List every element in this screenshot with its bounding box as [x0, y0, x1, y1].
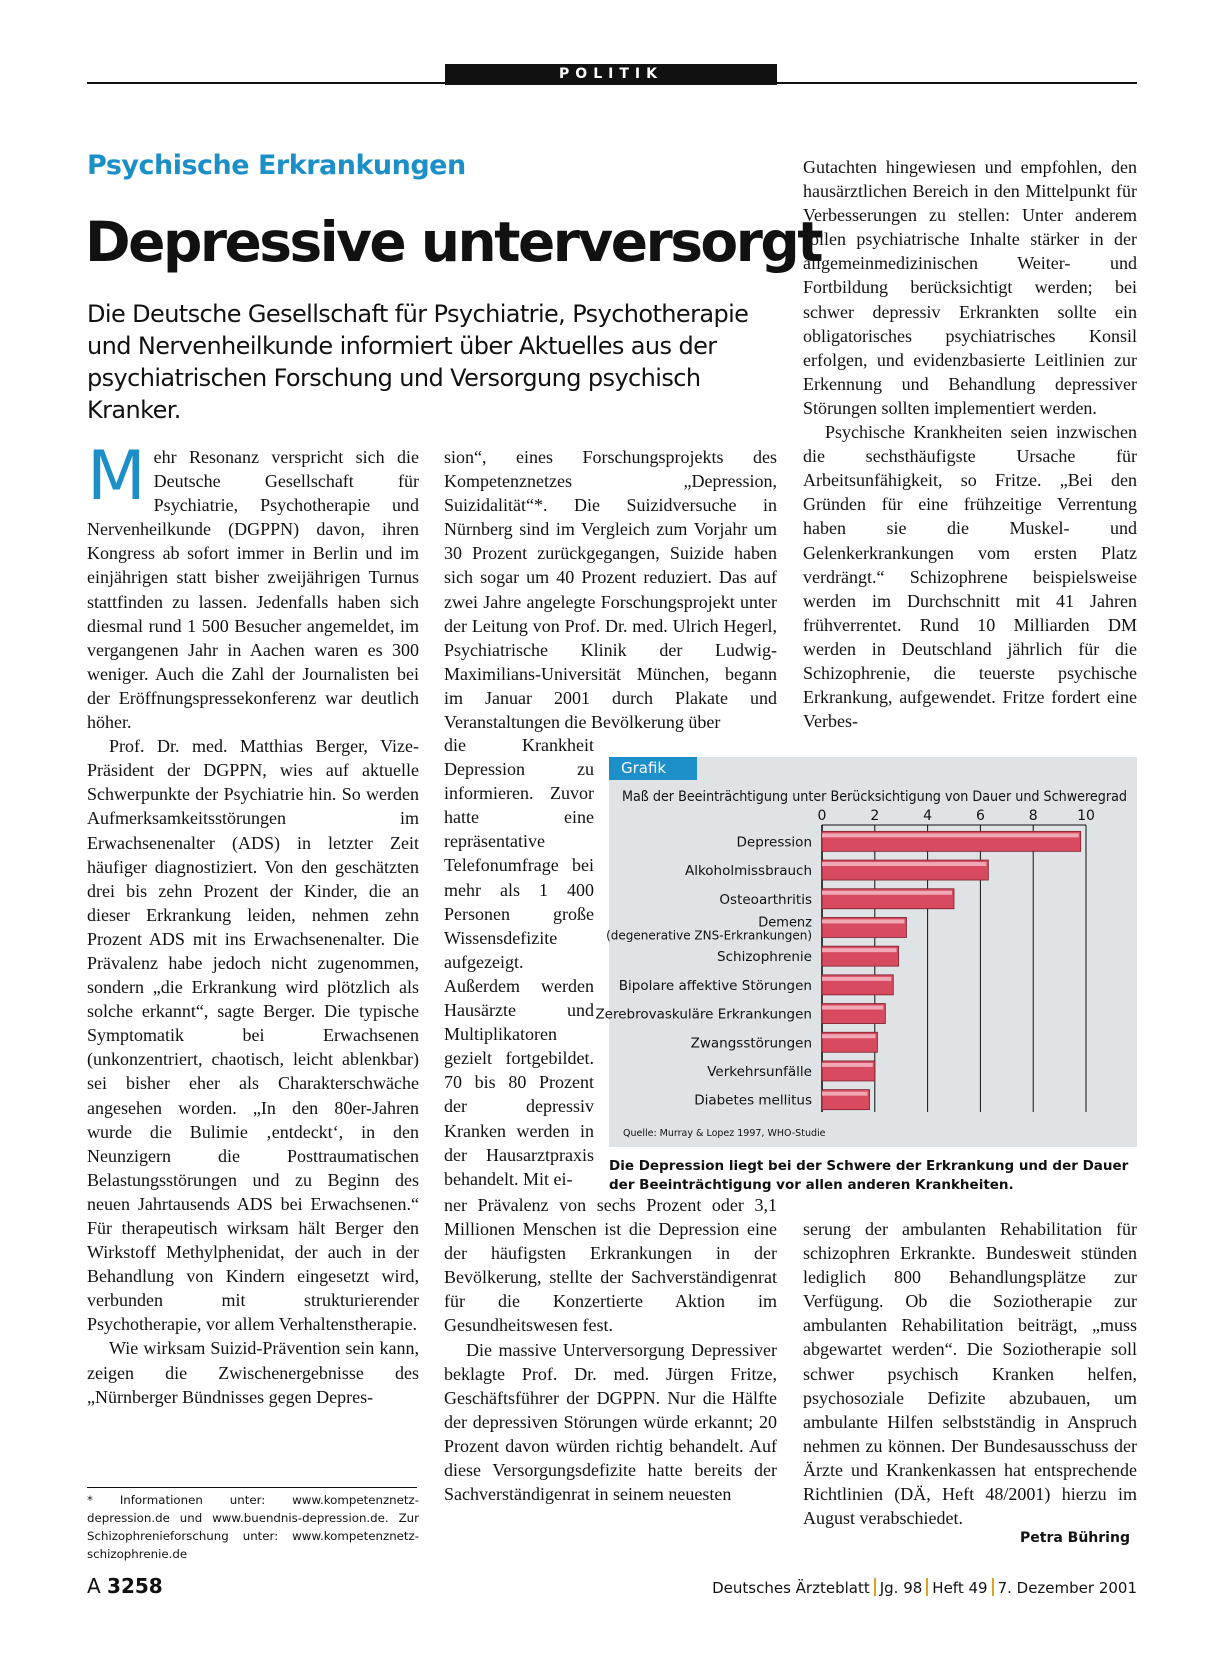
- chart-tag: Grafik: [609, 757, 697, 780]
- paragraph: serung der ambulanten Rehabilitation für schizophren Erkrankte. Bundesweit stünden lediglich 800 Behandlungsplätze zur Verfügung. Ob die Soziotherapie zur ambulanten Rehabilitation beiträgt, „muss abgewartet werden“. Die Soziotherapie soll schwer psychisch Kranken helfen, psychosoziale Defizite abzubauen, um ambulante Hilfen selbstständig in Anspruch nehmen zu können. Der Bundesausschuss der Ärzte und Krankenkassen hat entsprechende Richtlinien (DÄ, Heft 48/2001) hierzu im August verabschiedet.: [803, 1219, 1137, 1529]
- category-label: Alkoholmissbrauch: [684, 863, 812, 880]
- paragraph: sion“, eines Forschungsprojekts des Kompetenznetzes „Depression, Suizidalität“*. Die Suizidversuche in Nürnberg sind im Vergleich zum Vorjahr um 30 Prozent zurückgegangen, Suizide haben sich sogar um 40 Prozent reduziert. Das auf zwei Jahre angelegte Forschungsprojekt unter der Leitung von Prof. Dr. med. Ulrich Hegerl, Psychiatrische Klinik der Ludwig-Maximilians-Universität München, begann im Januar 2001 durch Plakate und Veranstaltungen die Bevölkerung über: [444, 447, 777, 733]
- chart-source: Quelle: Murray & Lopez 1997, WHO-Studie: [623, 1128, 826, 1139]
- paragraph: Mehr Resonanz verspricht sich die Deutsche Gesellschaft für Psychiatrie, Psychotherapie und Nervenheilkunde (DGPPN) davon, ihren Kongress ab sofort immer in Berlin und im einjährigen statt bisher zweijährigen Turnus stattfinden zu lassen. Jedenfalls haben sich diesmal rund 1 500 Besucher angemeldet, im vergangenen Jahr in Aachen waren es 300 weniger. Auch die Zahl der Journalisten bei der Eröffnungspressekonferenz war deutlich höher.: [87, 437, 419, 733]
- paragraph: Psychische Krankheiten seien inzwischen die sechsthäufigste Ursache für Arbeitsunfähigkeit, so Fritze. „Bei den Gründen für eine frühzeitige Verrentung haben sie die Muskel- und Gelenkerkrankungen vom ersten Platz verdrängt.“ Schizophrene beispielsweise werden im Durchschnitt mit 41 Jahren frühverrentet. Rund 10 Milliarden DM werden in Deutschland jährlich für die Schizophrenie, die teuerste psychische Erkrankung, aufgewendet. Fritze fordert eine Verbes-: [803, 422, 1137, 732]
- footnote: * Informationen unter: www.kompetenznetz-depression.de und www.buendnis-depression.de. Zur Schizophrenieforschung unter: www.kompetenznetz-schizophrenie.de: [87, 1493, 419, 1561]
- bar-highlight: [822, 919, 904, 923]
- bar-highlight: [822, 1034, 875, 1038]
- paragraph: die Krankheit Depression zu informieren. Zuvor hatte eine repräsentative Telefonumfrage bei mehr als 1 400 Personen große Wissensdefizite aufgezeigt. Außerdem werden Hausärzte und Multiplikatoren gezielt fortgebildet. 70 bis 80 Prozent der depressiv Kranken werden in der Hausarztpraxis behandelt. Mit ei-: [444, 735, 594, 1189]
- section-label: POLITIK: [445, 64, 777, 85]
- tick-label: 2: [870, 808, 880, 824]
- journal-volume: Jg. 98: [879, 1579, 923, 1597]
- category-label: Bipolare affektive Störungen: [618, 977, 812, 994]
- category-label: Diabetes mellitus: [694, 1092, 812, 1109]
- drop-cap: M: [87, 437, 146, 516]
- journal-info: [712, 1578, 1137, 1597]
- category-label: Zerebrovaskuläre Erkrankungen: [595, 1006, 812, 1023]
- journal-name: Deutsches Ärzteblatt: [712, 1579, 870, 1597]
- category-label: Osteoarthritis: [719, 891, 812, 908]
- tick-label: 8: [1028, 808, 1038, 824]
- text-column-2-narrow: [444, 733, 594, 1191]
- paragraph: Gutachten hingewiesen und empfohlen, den hausärztlichen Bereich in den Mittelpunkt für Verbesserungen zu stellen: Unter anderem sollen psychiatrische Inhalte stärker in der allgemeinmedizinischen Weiter- und Fortbildung berücksichtigt werden; bei schwer depressiv Erkrankten sollte ein obligatorisches psychiatrisches Konsil erfolgen, und evidenzbasierte Leitlinien zur Erkennung und Behandlung depressiver Störungen sollten implementiert werden.: [803, 157, 1137, 418]
- tick-label: 10: [1077, 808, 1095, 824]
- chart-caption: Die Depression liegt bei der Schwere der Erkrankung und der Dauer der Beeinträchtigung vor allen anderen Krankheiten.: [609, 1158, 1129, 1193]
- text-column-3-top: [803, 155, 1137, 733]
- article-kicker: Psychische Erkrankungen: [87, 150, 466, 181]
- tick-label: 0: [817, 808, 827, 824]
- paragraph: Die massive Unterversorgung Depressiver beklagte Prof. Dr. med. Jürgen Fritze, Geschäftsführer der DGPPN. Nur die Hälfte der depressiven Störungen würde erkannt; 20 Prozent davon würden richtig behandelt. Auf diese Versorgungsdefizite hatte bereits der Sachverständigenrat in seinem neuesten: [444, 1339, 777, 1505]
- text-column-2-top: [444, 445, 777, 734]
- bar-highlight: [822, 1006, 883, 1010]
- page-number: A 3258: [87, 1574, 163, 1598]
- article-lead: Die Deutsche Gesellschaft für Psychiatrie, Psychotherapie und Nervenheilkunde informiert über Aktuelles aus der psychiatrischen Forschung und Versorgung psychisch Kranker.: [87, 300, 749, 424]
- category-sublabel: (degenerative ZNS-Erkrankungen): [606, 928, 812, 943]
- text-column-1: [87, 437, 419, 1409]
- tick-label: 6: [975, 808, 985, 824]
- text-column-3-bottom: [803, 1217, 1137, 1530]
- bar-highlight: [822, 1092, 868, 1096]
- bar-highlight: [822, 833, 1079, 837]
- bar-highlight: [822, 1063, 873, 1067]
- bar-highlight: [822, 948, 897, 952]
- bar-highlight: [822, 977, 891, 981]
- text-column-2-bottom: [444, 1193, 777, 1506]
- bar-highlight: [822, 862, 986, 866]
- chart-title: Maß der Beeinträchtigung unter Berücksichtigung von Dauer und Schweregrad: [622, 789, 1127, 805]
- footnote-rule: [87, 1487, 417, 1488]
- bar-chart: [595, 757, 1137, 1147]
- article-headline: Depressive unterversorgt: [85, 210, 821, 274]
- journal-date: 7. Dezember 2001: [997, 1579, 1137, 1597]
- category-label: Zwangsstörungen: [690, 1035, 812, 1052]
- category-label: Schizophrenie: [717, 949, 812, 966]
- tick-label: 4: [923, 808, 933, 824]
- paragraph: Prof. Dr. med. Matthias Berger, Vize-Präsident der DGPPN, wies auf aktuelle Schwerpunkte der Psychiatrie hin. So werden Aufmerksamkeitsstörungen im Erwachsenenalter (ADS) in letzter Zeit häufiger diagnostiziert. Von den geschätzten drei bis zehn Prozent der Kinder, die an dieser Erkrankung leiden, nehmen zehn Prozent ADS mit ins Erwachsenenalter. Die Prävalenz habe jedoch nicht zugenommen, sondern „die Erkrankung wird plötzlich als solche erkannt“, sagte Berger. Die typische Symptomatik bei Erwachsenen (unkonzentriert, chaotisch, leicht ablenkbar) sei bisher eher als Charakterschwäche angesehen worden. „In den 80er-Jahren wurde die Bulimie ‚entdeckt‘, in den Neunzigern die Posttraumatischen Belastungsstörungen und zu Beginn des neuen Jahrtausends ADS bei Erwachsenen.“ Für therapeutisch wirksam hält Berger den Wirkstoff Methylphenidat, der auch in der Behandlung von Kindern eingesetzt wird, verbunden mit strukturierender Psychotherapie, vor allem Verhaltenstherapie.: [87, 736, 419, 1335]
- category-label: Demenz: [758, 915, 812, 931]
- author-name: Petra Bühring: [1020, 1530, 1130, 1546]
- journal-issue: Heft 49: [932, 1579, 988, 1597]
- paragraph: Wie wirksam Suizid-Prävention sein kann, zeigen die Zwischenergebnisse des „Nürnberger Bündnisses gegen Depres-: [87, 1338, 419, 1407]
- category-label: Verkehrsunfälle: [707, 1063, 812, 1080]
- bar-highlight: [822, 891, 952, 895]
- paragraph: ner Prävalenz von sechs Prozent oder 3,1 Millionen Menschen ist die Depression eine der häufigsten Erkrankungen in der Bevölkerung, stellte der Sachverständigenrat für die Konzertierte Aktion im Gesundheitswesen fest.: [444, 1195, 777, 1336]
- category-label: Depression: [736, 834, 812, 851]
